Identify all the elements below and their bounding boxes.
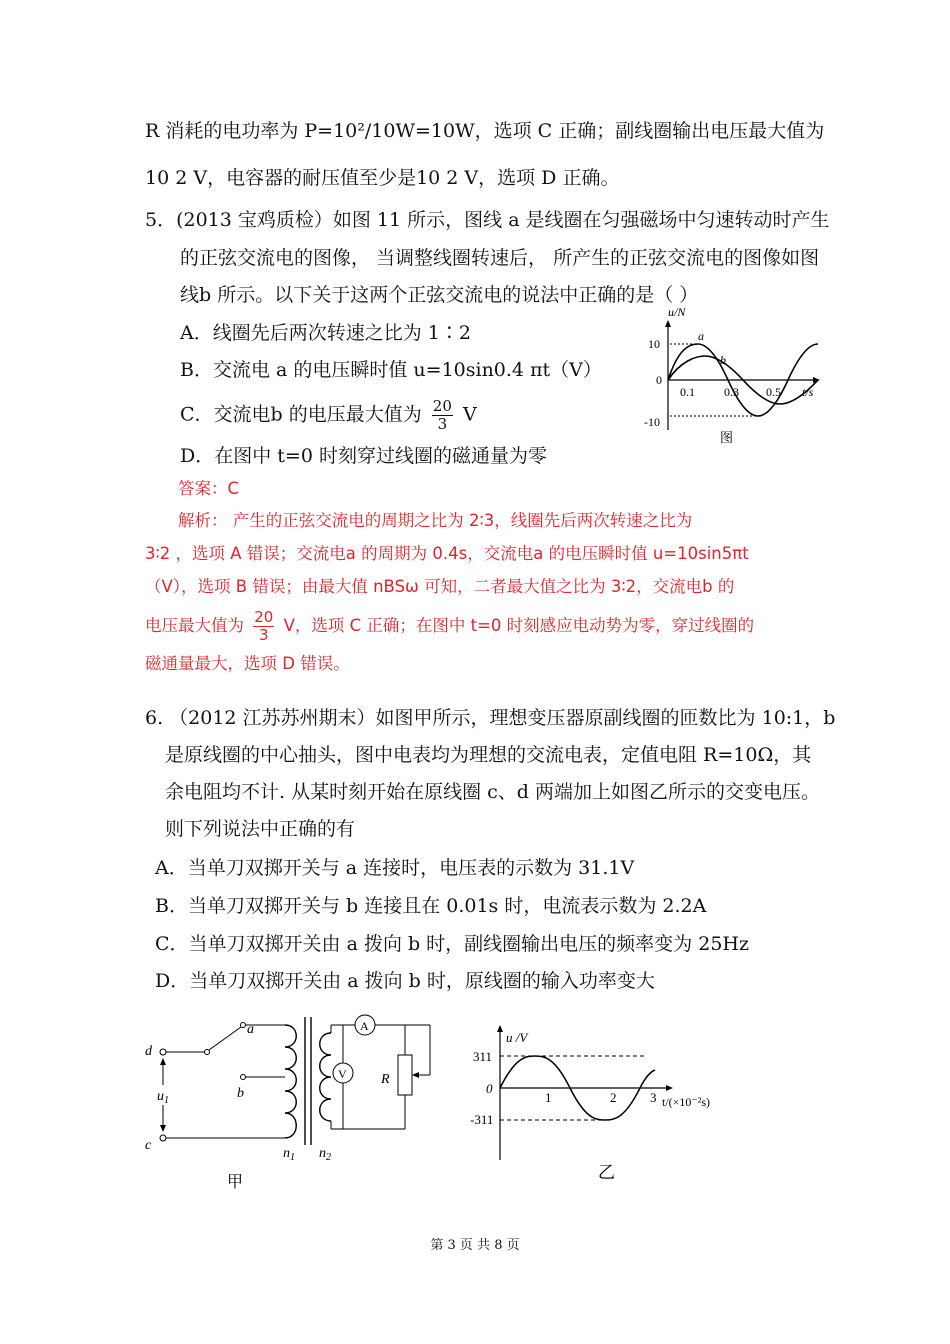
- q6-option-b: B．当单刀双掷开关与 b 连接且在 0.01s 时，电流表示数为 2.2A: [155, 895, 707, 917]
- q5-option-d: D．在图中 t=0 时刻穿过线圈的磁通量为零: [180, 445, 547, 467]
- voltage-u1: $u_1$: [157, 1089, 169, 1106]
- wave-tick-2: 2: [610, 1090, 617, 1105]
- q5-stem-1: 5．(2013 宝鸡质检）如图 11 所示，图线 a 是线圈在匀强磁场中匀速转动时产生: [145, 209, 830, 231]
- q5-explanation-1: 解析： 产生的正弦交流电的周期之比为 2∶3，线圈先后两次转速之比为: [178, 511, 693, 530]
- q5-exp4-pre: 电压最大值为: [145, 616, 244, 635]
- q6-option-a: A．当单刀双掷开关与 a 连接时，电压表的示数为 31.1V: [155, 857, 635, 879]
- q5-tick-2: 0.3: [724, 385, 739, 399]
- q5-answer: 答案：C: [178, 479, 240, 498]
- q5-exp4-fraction: $\frac{20}{3}$: [254, 608, 274, 644]
- voltmeter-label: V: [338, 1067, 347, 1081]
- label-n1: $n_1$: [283, 1146, 295, 1163]
- wave-y-neg: -311: [470, 1112, 494, 1127]
- q6-stem-2: 是原线圈的中心抽头，图中电表均为理想的交流电表，定值电阻 R=10Ω，其: [165, 744, 812, 766]
- secondary-coil: [320, 1033, 331, 1121]
- q6-circuit-diagram: [135, 1005, 445, 1195]
- wave-ylabel: u /V: [506, 1030, 528, 1045]
- terminal-c: c: [145, 1138, 152, 1153]
- prev-line-1: R 消耗的电功率为 P=10²/10W=10W，选项 C 正确；副线圈输出电压最大值为: [145, 120, 825, 142]
- q5-label-a: a: [698, 329, 704, 343]
- q6-option-c: C．当单刀双掷开关由 a 拨向 b 时，副线圈输出电压的频率变为 25Hz: [155, 933, 749, 955]
- primary-coil: [285, 1025, 296, 1138]
- page-footer: 第 3 页 共 8 页: [430, 1238, 520, 1253]
- wave-origin: 0: [486, 1081, 493, 1096]
- q6-stem-3: 余电阻均不计. 从某时刻开始在原线圈 c、d 两端加上如图乙所示的交变电压。: [165, 781, 820, 803]
- q5-option-c: [180, 398, 477, 433]
- q5-xlabel: t/s: [802, 385, 814, 399]
- q5-origin: 0: [656, 373, 662, 387]
- q5-option-b: B．交流电 a 的电压瞬时值 u=10sin0.4 πt（V）: [180, 359, 602, 381]
- wave-y-pos: 311: [473, 1049, 493, 1064]
- q6-stem-4: 则下列说法中正确的有: [165, 818, 356, 840]
- q5-tick-1: 0.1: [680, 385, 695, 399]
- q5-stem-3: 线b 所示。以下关于这两个正弦交流电的说法中正确的是（ ）: [180, 284, 699, 306]
- ammeter-label: A: [360, 1019, 369, 1033]
- q5-y-neg: -10: [644, 415, 660, 429]
- wave-tick-3: 3: [650, 1090, 657, 1105]
- q6-waveform-graph: [470, 1020, 750, 1190]
- resistor: [398, 1055, 412, 1095]
- q5-explanation-4: [145, 609, 754, 644]
- switch-a: a: [247, 1022, 254, 1037]
- q5-ylabel: u/N: [668, 305, 686, 319]
- q5-tick-3: 0.5: [766, 385, 781, 399]
- switch-b: b: [237, 1086, 244, 1101]
- q5-y-pos: 10: [648, 337, 660, 351]
- resistor-label: R: [381, 1072, 390, 1087]
- label-n2: $n_2$: [319, 1146, 331, 1163]
- q6-option-d: D．当单刀双掷开关由 a 拨向 b 时，原线圈的输入功率变大: [155, 970, 655, 992]
- terminal-d: d: [145, 1044, 152, 1059]
- q5-explanation-2: 3∶2 ，选项 A 错误；交流电a 的周期为 0.4s，交流电a 的电压瞬时值 u=10sin5πt: [145, 544, 749, 563]
- q6-stem-1: 6. （2012 江苏苏州期末）如图甲所示，理想变压器原副线圈的匝数比为 10:1，b: [145, 707, 836, 729]
- q5-stem-2: 的正弦交流电的图像， 当调整线圈转速后， 所产生的正弦交流电的图像如图: [180, 247, 820, 269]
- q5-sine-graph: [640, 305, 830, 448]
- q5-explanation-3: （V），选项 B 错误；由最大值 nBSω 可知，二者最大值之比为 3∶2，交流电b 的: [145, 577, 735, 596]
- wave-tick-1: 1: [545, 1090, 552, 1105]
- circuit-caption: 甲: [227, 1174, 244, 1191]
- q5-option-c-text: C．交流电b 的电压最大值为: [180, 403, 422, 426]
- wave-caption: 乙: [598, 1163, 615, 1182]
- wave-xlabel: t/(×10⁻²s): [662, 1095, 711, 1109]
- q5-graph-caption: 图: [720, 430, 734, 445]
- q5-exp4-post: V，选项 C 正确；在图中 t=0 时刻感应电动势为零，穿过线圈的: [283, 616, 755, 635]
- prev-line-2: 10 2 V，电容器的耐压值至少是10 2 V，选项 D 正确。: [145, 167, 620, 189]
- q5-label-b: b: [720, 353, 726, 367]
- q5-option-c-unit: V: [462, 403, 477, 426]
- q5-option-c-fraction: $\frac{20}{3}$: [432, 397, 452, 433]
- q5-option-a: A．线圈先后两次转速之比为 1∶2: [180, 322, 471, 344]
- q5-explanation-5: 磁通量最大，选项 D 错误。: [145, 654, 350, 673]
